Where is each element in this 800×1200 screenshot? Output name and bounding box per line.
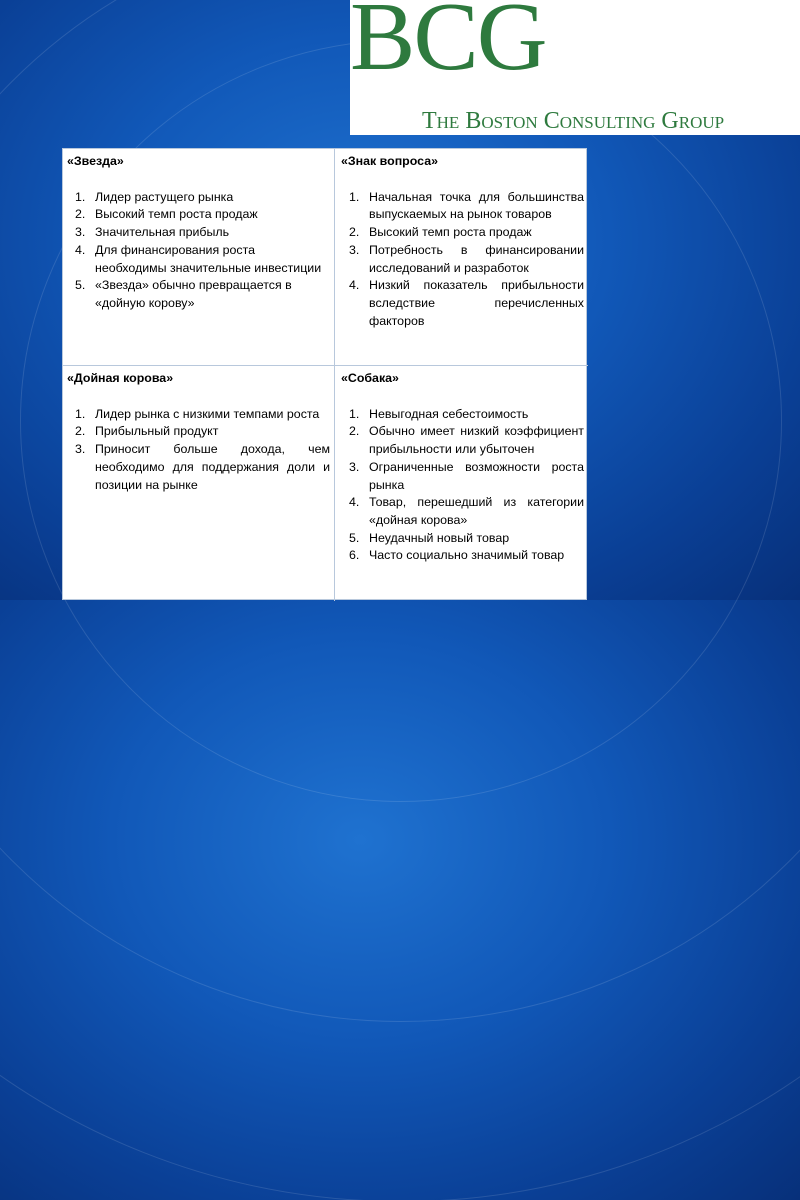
- list-item: 4. Товар, перешедший из категории «дойная корова»: [349, 495, 584, 527]
- list-item: 5. «Звезда» обычно превращается в «дойную корову»: [75, 278, 292, 310]
- logo-company-name: The Boston Consulting Group: [422, 108, 725, 134]
- list-item: 3. Ограниченные возможности роста рынка: [349, 459, 584, 492]
- list-item: 3. Приносит больше дохода, чем необходимо для поддержания доли и позиции на рынке: [75, 442, 330, 492]
- quadrant-title: «Дойная корова»: [67, 371, 174, 385]
- quadrant-title: «Собака»: [341, 371, 399, 385]
- list-item: 3. Потребность в финансировании исследований и разработок: [349, 242, 584, 275]
- list-item: 1. Лидер растущего рынка: [75, 189, 234, 204]
- list-item: 5. Неудачный новый товар: [349, 530, 510, 545]
- quadrant-title: «Знак вопроса»: [341, 154, 438, 168]
- list-item: 6. Часто социально значимый товар: [349, 548, 565, 563]
- bcg-matrix: [62, 148, 587, 600]
- quadrant-list: [67, 189, 330, 313]
- list-item: 4. Низкий показатель прибыльности вследствие перечисленных факторов: [349, 278, 584, 328]
- quadrant-title: «Звезда»: [67, 154, 124, 168]
- list-item: 4. Для финансирования роста необходимы значительные инвестиции: [75, 242, 322, 275]
- list-item: 2. Обычно имеет низкий коэффициент прибыльности или убыточен: [349, 424, 584, 457]
- bcg-logo: [350, 0, 800, 135]
- quadrant-dog: [335, 366, 588, 601]
- quadrant-list: [341, 406, 584, 565]
- quadrant-question-mark: [335, 149, 588, 366]
- logo-mark: BCG: [350, 0, 546, 91]
- list-item: 2. Высокий темп роста продаж: [75, 207, 258, 222]
- list-item: 1. Начальная точка для большинства выпускаемых на рынок товаров: [349, 189, 584, 222]
- quadrant-list: [67, 406, 330, 495]
- quadrant-list: [341, 189, 584, 331]
- list-item: 2. Высокий темп роста продаж: [349, 225, 532, 240]
- list-item: 1. Лидер рынка с низкими темпами роста: [75, 406, 320, 421]
- list-item: 1. Невыгодная себестоимость: [349, 406, 529, 421]
- list-item: 3. Значительная прибыль: [75, 225, 230, 240]
- quadrant-star: [63, 149, 335, 366]
- quadrant-cash-cow: [63, 366, 335, 601]
- list-item: 2. Прибыльный продукт: [75, 424, 219, 439]
